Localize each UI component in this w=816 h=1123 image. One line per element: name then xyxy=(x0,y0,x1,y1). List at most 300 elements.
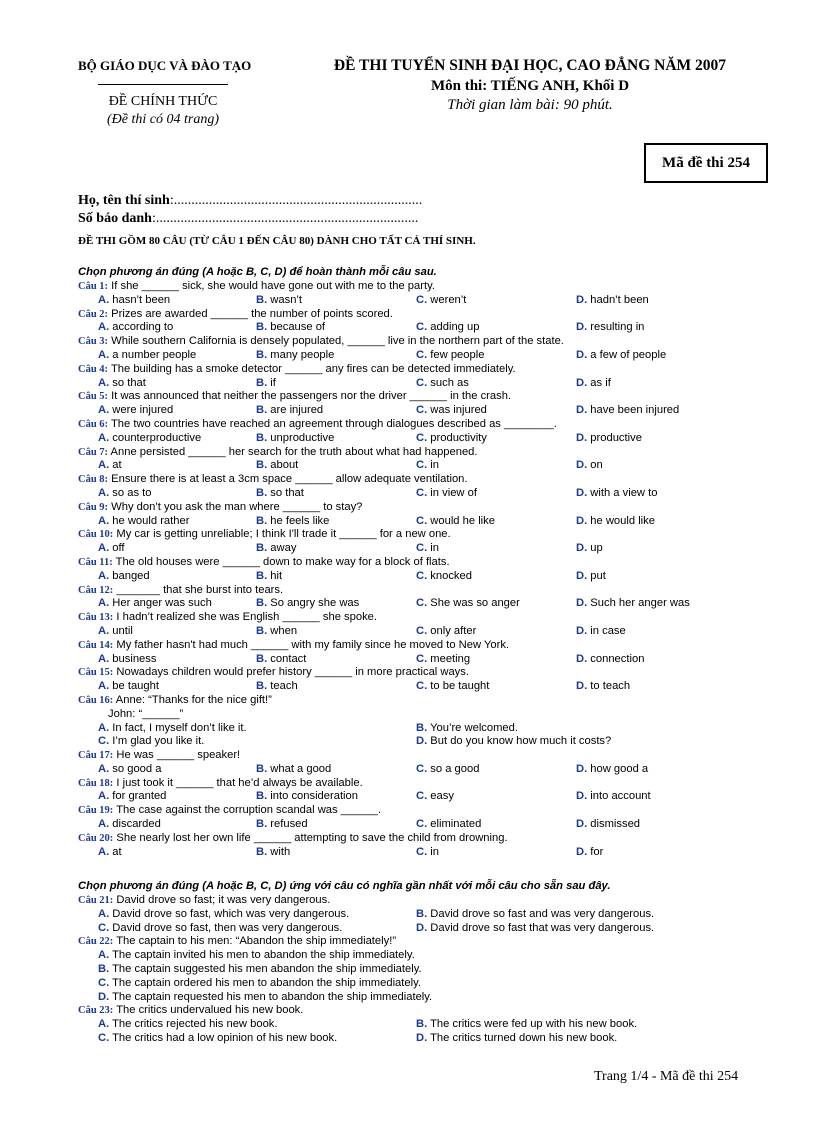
option-text: how good a xyxy=(590,762,649,775)
option-letter: B. xyxy=(416,907,428,920)
question-number: Câu 18: xyxy=(78,777,114,789)
answer-option[interactable] xyxy=(416,377,469,391)
option-letter: A. xyxy=(98,652,110,665)
answer-option[interactable] xyxy=(256,515,329,529)
question-number: Câu 7: xyxy=(78,446,109,458)
candidate-number-row xyxy=(78,211,418,227)
option-letter: D. xyxy=(416,921,428,934)
option-text: be taught xyxy=(112,680,159,693)
answer-option[interactable] xyxy=(576,487,657,501)
answer-option[interactable] xyxy=(416,459,439,473)
question-number: Câu 3: xyxy=(78,336,109,348)
option-row xyxy=(78,680,758,694)
option-row xyxy=(78,908,758,922)
option-text: David drove so fast, then was very dangerous. xyxy=(112,921,343,934)
answer-option[interactable] xyxy=(98,377,146,391)
answer-option[interactable] xyxy=(576,432,642,446)
option-text: hasn’t been xyxy=(112,293,171,306)
answer-option[interactable] xyxy=(98,487,151,501)
answer-option[interactable] xyxy=(416,570,472,584)
option-text: put xyxy=(590,569,606,582)
option-letter: D. xyxy=(98,990,110,1003)
question-number: Câu 21: xyxy=(78,895,114,906)
option-text: David drove so fast, which was very dangerous. xyxy=(112,907,350,920)
question-text: Why don’t you ask the man where ______ to stay? xyxy=(111,500,363,513)
answer-option[interactable] xyxy=(256,818,308,832)
option-text: only after xyxy=(430,624,477,637)
header-right xyxy=(280,56,780,114)
answer-option[interactable] xyxy=(576,515,655,529)
option-text: The critics turned down his new book. xyxy=(430,1031,618,1044)
option-letter: D. xyxy=(576,569,588,582)
option-letter: A. xyxy=(98,431,110,444)
option-letter: C. xyxy=(416,431,428,444)
option-letter: B. xyxy=(256,569,268,582)
answer-option[interactable] xyxy=(98,321,173,335)
answer-option[interactable] xyxy=(98,908,349,922)
answer-option[interactable] xyxy=(416,487,477,501)
option-letter: C. xyxy=(416,376,428,389)
option-letter: A. xyxy=(98,1018,110,1031)
option-letter: D. xyxy=(416,735,428,748)
option-letter: A. xyxy=(98,624,110,637)
option-letter: C. xyxy=(416,293,428,306)
answer-option[interactable] xyxy=(576,349,666,363)
option-text: such as xyxy=(430,376,469,389)
option-text: he would rather xyxy=(112,514,190,527)
answer-option[interactable] xyxy=(98,653,156,667)
answer-option[interactable] xyxy=(98,597,212,611)
answer-option[interactable] xyxy=(98,818,161,832)
answer-option[interactable] xyxy=(98,349,196,363)
option-letter: B. xyxy=(256,321,268,334)
option-text: But do you know how much it costs? xyxy=(430,735,612,748)
option-text: banged xyxy=(112,569,150,582)
option-text: until xyxy=(112,624,133,637)
option-row xyxy=(78,818,758,832)
question-stem xyxy=(78,584,758,598)
option-text: The captain requested his men to abandon the ship immediately. xyxy=(112,990,433,1003)
answer-option[interactable] xyxy=(576,597,690,611)
answer-option[interactable] xyxy=(416,763,479,777)
option-text: productivity xyxy=(430,431,487,444)
question-stem xyxy=(78,390,758,404)
option-text: was injured xyxy=(430,404,487,417)
option-letter: B. xyxy=(256,542,268,555)
question-number: Câu 22: xyxy=(78,936,114,948)
option-letter: C. xyxy=(416,486,428,499)
option-letter: C. xyxy=(416,321,428,334)
option-text: on xyxy=(590,459,603,472)
answer-option[interactable] xyxy=(256,680,298,694)
answer-option[interactable] xyxy=(98,922,342,936)
option-text: in xyxy=(430,542,440,555)
option-letter: A. xyxy=(98,459,110,472)
answer-option[interactable] xyxy=(256,459,298,473)
option-letter: C. xyxy=(416,790,428,803)
question-number: Câu 9: xyxy=(78,501,109,513)
question-stem xyxy=(78,611,758,625)
answer-option[interactable] xyxy=(416,908,654,922)
answer-option[interactable] xyxy=(416,542,439,556)
option-text: with xyxy=(270,845,291,858)
question-text: The two countries have reached an agreement through dialogues described as ________. xyxy=(110,417,557,430)
answer-option[interactable] xyxy=(256,487,304,501)
answer-option[interactable] xyxy=(576,321,644,335)
question-stem xyxy=(78,418,758,432)
question-stem xyxy=(78,1004,758,1018)
answer-option[interactable] xyxy=(576,570,606,584)
answer-option[interactable] xyxy=(256,542,296,556)
option-text: easy xyxy=(430,790,454,803)
ministry-name: BỘ GIÁO DỤC VÀ ĐÀO TẠO xyxy=(78,58,252,73)
option-letter: B. xyxy=(256,818,268,831)
option-text: The captain suggested his men abandon the ship immediately. xyxy=(112,962,422,975)
option-letter: B. xyxy=(256,486,268,499)
dialogue-reply: John: “______” xyxy=(108,707,184,720)
question-text: The old houses were ______ down to make way for a block of flats. xyxy=(115,555,450,568)
candidate-name-field[interactable]: :....................................................................... xyxy=(169,193,423,208)
answer-option[interactable] xyxy=(576,846,603,860)
option-letter: D. xyxy=(576,680,588,693)
option-letter: A. xyxy=(98,514,110,527)
option-letter: B. xyxy=(256,293,268,306)
option-text: counterproductive xyxy=(112,431,202,444)
option-letter: C. xyxy=(416,818,428,831)
option-row xyxy=(78,790,758,804)
option-letter: C. xyxy=(416,762,428,775)
option-letter: D. xyxy=(416,1031,428,1044)
option-text: David drove so fast that was very dangerous. xyxy=(430,921,655,934)
answer-option[interactable] xyxy=(256,321,325,335)
answer-option[interactable] xyxy=(416,597,520,611)
option-text: meeting xyxy=(430,652,471,665)
answer-option[interactable] xyxy=(256,349,334,363)
answer-option[interactable] xyxy=(416,294,466,308)
option-letter: D. xyxy=(576,459,588,472)
answer-option[interactable] xyxy=(98,542,125,556)
answer-option[interactable] xyxy=(256,377,276,391)
option-text: wasn’t xyxy=(270,293,303,306)
answer-option[interactable] xyxy=(98,846,122,860)
question-text: Anne: “Thanks for the nice gift!” xyxy=(115,693,272,706)
option-letter: B. xyxy=(256,431,268,444)
option-letter: A. xyxy=(98,907,110,920)
answer-option[interactable] xyxy=(416,1032,617,1046)
option-letter: C. xyxy=(416,624,428,637)
answer-option[interactable] xyxy=(416,680,489,694)
answer-option[interactable] xyxy=(576,404,679,418)
answer-option[interactable] xyxy=(416,349,484,363)
answer-option[interactable] xyxy=(98,625,133,639)
question-stem xyxy=(78,501,758,515)
option-text: The critics rejected his new book. xyxy=(112,1018,278,1031)
option-text: in case xyxy=(590,624,626,637)
option-text: hadn’t been xyxy=(590,293,649,306)
option-letter: D. xyxy=(576,404,588,417)
answer-option[interactable] xyxy=(256,570,282,584)
option-letter: B. xyxy=(256,845,268,858)
option-text: many people xyxy=(270,348,335,361)
question-number: Câu 15: xyxy=(78,667,114,679)
question-stem xyxy=(78,804,758,818)
answer-option[interactable] xyxy=(256,763,331,777)
option-text: a few of people xyxy=(590,348,667,361)
answer-option[interactable] xyxy=(78,963,758,977)
question-number: Câu 20: xyxy=(78,832,114,844)
answer-option[interactable] xyxy=(256,294,302,308)
question-text: Ensure there is at least a 3cm space ______ allow adequate ventilation. xyxy=(111,473,468,486)
header-left xyxy=(78,58,252,129)
option-row xyxy=(78,377,758,391)
answer-option[interactable] xyxy=(256,846,290,860)
option-text: at xyxy=(112,459,122,472)
question-number: Câu 16: xyxy=(78,694,114,706)
option-row xyxy=(78,846,758,860)
option-row xyxy=(78,1018,758,1032)
option-text: so a good xyxy=(430,762,480,775)
option-letter: B. xyxy=(256,652,268,665)
question-text: Anne persisted ______ her search for the truth about what had happened. xyxy=(110,445,478,458)
option-text: Such her anger was xyxy=(590,597,690,610)
question-text: Prizes are awarded ______ the number of points scored. xyxy=(111,307,393,320)
answer-option[interactable] xyxy=(416,432,487,446)
exam-duration: Thời gian làm bài: 90 phút. xyxy=(447,97,613,113)
page-footer: Trang 1/4 - Mã đề thi 254 xyxy=(594,1069,739,1084)
question-number: Câu 8: xyxy=(78,474,109,486)
option-letter: A. xyxy=(98,762,110,775)
option-text: he feels like xyxy=(270,514,330,527)
option-letter: A. xyxy=(98,790,110,803)
option-text: to teach xyxy=(590,680,631,693)
option-letter: A. xyxy=(98,404,110,417)
answer-option[interactable] xyxy=(98,432,201,446)
option-letter: B. xyxy=(256,376,268,389)
option-row xyxy=(78,515,758,529)
question-stem xyxy=(78,446,758,460)
option-letter: D. xyxy=(576,542,588,555)
option-letter: C. xyxy=(416,652,428,665)
option-text: Her anger was such xyxy=(112,597,212,610)
answer-option[interactable] xyxy=(576,542,603,556)
answer-option[interactable] xyxy=(416,722,518,736)
question-number: Câu 19: xyxy=(78,805,114,817)
option-letter: C. xyxy=(98,1031,110,1044)
section1-questions xyxy=(78,280,758,859)
option-letter: D. xyxy=(576,486,588,499)
option-text: have been injured xyxy=(590,404,680,417)
section1-instruction: Chọn phương án đúng (A hoặc B, C, D) để hoàn thành mỗi câu sau. xyxy=(78,266,437,278)
option-text: so good a xyxy=(112,762,162,775)
option-text: discarded xyxy=(112,818,161,831)
answer-option[interactable] xyxy=(98,459,122,473)
answer-option[interactable] xyxy=(98,1018,278,1032)
question-stem xyxy=(78,749,758,763)
option-letter: D. xyxy=(576,293,588,306)
answer-option[interactable] xyxy=(98,735,204,749)
answer-option[interactable] xyxy=(256,790,358,804)
answer-option[interactable] xyxy=(98,404,173,418)
option-letter: C. xyxy=(416,569,428,582)
answer-option[interactable] xyxy=(416,515,495,529)
option-text: about xyxy=(270,459,299,472)
answer-option[interactable] xyxy=(78,977,758,991)
option-text: dismissed xyxy=(590,818,641,831)
question-number: Câu 12: xyxy=(78,584,114,596)
question-stem xyxy=(78,639,758,653)
option-letter: A. xyxy=(98,949,110,962)
option-text: in xyxy=(430,845,440,858)
answer-option[interactable] xyxy=(416,790,454,804)
option-letter: B. xyxy=(416,1018,428,1031)
option-letter: B. xyxy=(256,459,268,472)
option-text: in xyxy=(430,459,440,472)
option-row xyxy=(78,735,758,749)
option-letter: D. xyxy=(576,624,588,637)
candidate-name-label: Họ, tên thí sinh xyxy=(78,193,170,208)
option-row xyxy=(78,294,758,308)
option-letter: A. xyxy=(98,293,110,306)
option-letter: C. xyxy=(98,921,110,934)
candidate-number-label: Số báo danh xyxy=(78,211,152,226)
question-text: He was ______ speaker! xyxy=(116,749,241,762)
answer-option[interactable] xyxy=(416,922,654,936)
question-text: The case against the corruption scandal was ______. xyxy=(116,804,382,817)
answer-option[interactable] xyxy=(416,653,470,667)
option-letter: B. xyxy=(98,962,110,975)
answer-option[interactable] xyxy=(576,377,611,391)
option-text: She was so anger xyxy=(430,597,520,610)
question-text: If she ______ sick, she would have gone out with me to the party. xyxy=(111,280,435,292)
option-letter: A. xyxy=(98,321,110,334)
answer-option[interactable] xyxy=(98,790,166,804)
question-stem xyxy=(78,832,758,846)
option-text: I’m glad you like it. xyxy=(112,735,205,748)
answer-option[interactable] xyxy=(416,735,611,749)
answer-option[interactable] xyxy=(98,515,189,529)
option-text: as if xyxy=(590,376,611,389)
question-text: I hadn’t realized she was English ______ she spoke. xyxy=(116,611,377,624)
question-number: Câu 4: xyxy=(78,363,109,375)
option-text: because of xyxy=(270,321,326,334)
option-text: if xyxy=(270,376,276,389)
option-row xyxy=(78,404,758,418)
option-letter: A. xyxy=(98,542,110,555)
answer-option[interactable] xyxy=(256,597,359,611)
question-text: _______ that she burst into tears. xyxy=(116,583,284,596)
answer-option[interactable] xyxy=(576,625,626,639)
option-text: when xyxy=(270,624,298,637)
question-number: Câu 10: xyxy=(78,529,114,541)
option-text: at xyxy=(112,845,122,858)
option-letter: C. xyxy=(98,735,110,748)
answer-option[interactable] xyxy=(256,653,306,667)
answer-option[interactable] xyxy=(98,570,150,584)
answer-option[interactable] xyxy=(256,432,334,446)
answer-option[interactable] xyxy=(416,625,476,639)
question-stem xyxy=(78,556,758,570)
option-text: David drove so fast and was very dangerous. xyxy=(430,907,655,920)
option-letter: B. xyxy=(256,514,268,527)
option-letter: B. xyxy=(256,790,268,803)
option-letter: B. xyxy=(256,624,268,637)
question-stem xyxy=(78,335,758,349)
option-text: up xyxy=(590,542,603,555)
answer-option[interactable] xyxy=(576,294,649,308)
question-text: The building has a smoke detector ______ any fires can be detected immediately. xyxy=(110,362,516,375)
option-row xyxy=(78,570,758,584)
option-row xyxy=(78,1032,758,1046)
option-text: weren’t xyxy=(430,293,467,306)
answer-option[interactable] xyxy=(416,404,487,418)
answer-option[interactable] xyxy=(416,846,439,860)
answer-option[interactable] xyxy=(576,680,630,694)
answer-option[interactable] xyxy=(576,818,640,832)
question-number: Câu 5: xyxy=(78,391,109,403)
option-text: eliminated xyxy=(430,818,482,831)
answer-option[interactable] xyxy=(416,1018,637,1032)
option-text: so as to xyxy=(112,486,152,499)
candidate-number-field[interactable]: :........................................................................... xyxy=(151,211,419,226)
option-text: productive xyxy=(590,431,642,444)
answer-option[interactable] xyxy=(256,625,297,639)
option-letter: D. xyxy=(576,652,588,665)
answer-option[interactable] xyxy=(416,818,481,832)
option-letter: C. xyxy=(416,680,428,693)
option-letter: D. xyxy=(576,790,588,803)
option-letter: A. xyxy=(98,597,110,610)
candidate-name-row xyxy=(78,193,422,209)
option-letter: B. xyxy=(256,404,268,417)
answer-option[interactable] xyxy=(98,722,247,736)
question-stem xyxy=(78,777,758,791)
option-row xyxy=(78,763,758,777)
option-text: off xyxy=(112,542,125,555)
answer-option[interactable] xyxy=(78,949,758,963)
answer-option[interactable] xyxy=(416,321,479,335)
option-text: away xyxy=(270,542,297,555)
question-number: Câu 6: xyxy=(78,418,109,430)
exam-code: Mã đề thi 254 xyxy=(662,154,750,171)
option-text: so that xyxy=(270,486,304,499)
option-text: You’re welcomed. xyxy=(430,721,518,734)
option-letter: C. xyxy=(416,459,428,472)
option-letter: A. xyxy=(98,680,110,693)
exam-code-box xyxy=(644,143,768,183)
option-letter: D. xyxy=(576,762,588,775)
answer-option[interactable] xyxy=(576,653,644,667)
answer-option[interactable] xyxy=(98,763,161,777)
question-text: My car is getting unreliable; I think I'll trade it ______ for a new one. xyxy=(116,528,451,541)
option-letter: C. xyxy=(416,514,428,527)
answer-option[interactable] xyxy=(98,294,170,308)
answer-option[interactable] xyxy=(78,991,758,1005)
option-text: into consideration xyxy=(270,790,358,803)
option-text: were injured xyxy=(112,404,174,417)
answer-option[interactable] xyxy=(256,404,323,418)
answer-option[interactable] xyxy=(98,680,159,694)
question-number: Câu 14: xyxy=(78,639,114,651)
option-letter: C. xyxy=(416,845,428,858)
answer-option[interactable] xyxy=(576,459,603,473)
answer-option[interactable] xyxy=(576,763,648,777)
answer-option[interactable] xyxy=(98,1032,337,1046)
option-text: into account xyxy=(590,790,651,803)
option-row xyxy=(78,487,758,501)
question-number: Câu 11: xyxy=(78,556,113,568)
option-letter: A. xyxy=(98,818,110,831)
answer-option[interactable] xyxy=(576,790,651,804)
